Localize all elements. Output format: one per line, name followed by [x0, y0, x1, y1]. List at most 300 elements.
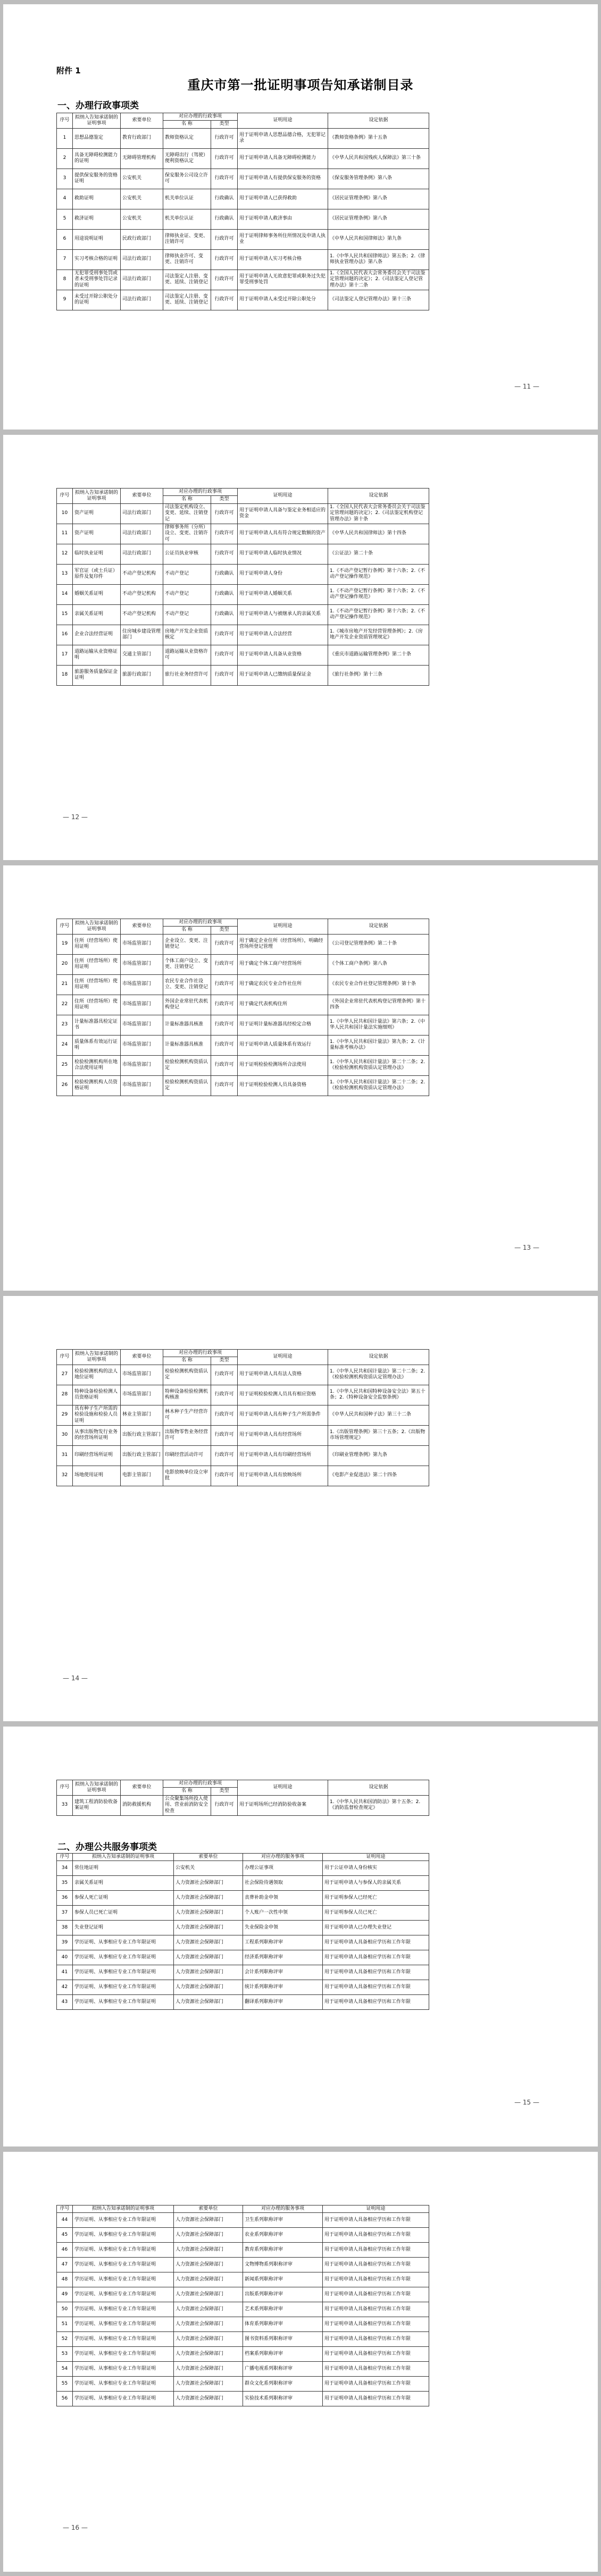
cell-use: 用于证明申请人具备相应学历和工作年限: [323, 2258, 429, 2272]
table-row: [57, 1876, 429, 1891]
cell-type: 行政许可: [211, 1466, 238, 1486]
cell-name: 学历证明、从事相应专业工作年限证明: [73, 1995, 174, 2010]
cell-item: 企业设立、变更、注销登记: [163, 934, 211, 954]
cell-seq: 20: [57, 954, 73, 974]
cell-dept: 司法行政部门: [121, 290, 163, 310]
cell-item: 经济系列职称评审: [243, 1950, 323, 1965]
header-name: 拟纳入告知承诺制的证明事项: [73, 489, 121, 504]
cell-item: 出版物零售业务经营许可: [163, 1425, 211, 1445]
cell-use: 用于证明申请人具备相应学历和工作年限: [323, 1935, 429, 1950]
cell-use: 用于证明检验检测人员具备资格: [238, 1075, 328, 1096]
table-header-row: [57, 1350, 429, 1357]
cell-name: 用途说明证明: [73, 229, 121, 249]
cell-seq: 36: [57, 1891, 73, 1906]
table-row: [57, 1950, 429, 1965]
table-row: [57, 229, 429, 249]
header-basis: 设定依据: [328, 919, 429, 935]
cell-dept: 司法行政部门: [121, 249, 163, 270]
cell-dept: 人力资源社会保障部门: [174, 1935, 243, 1950]
cell-name: 学历证明、从事相应专业工作年限证明: [73, 2392, 174, 2406]
cell-type: 行政确认: [211, 189, 238, 209]
admin-items-table-page-1: [56, 113, 429, 310]
cell-dept: 人力资源社会保障部门: [174, 2272, 243, 2287]
header-seq: 序号: [57, 919, 73, 935]
header-dept: 索要单位: [174, 2205, 243, 2213]
cell-use: 用于证明场所已经消防验收备案: [238, 1795, 328, 1815]
header-item-name: 名 称: [163, 121, 211, 128]
cell-type: 行政许可: [211, 1035, 238, 1055]
table-row: [57, 665, 429, 685]
cell-dept: 人力资源社会保障部门: [174, 1950, 243, 1965]
cell-name: 救助证明: [73, 189, 121, 209]
cell-basis: 《中华人民共和国律师法》第九条: [328, 229, 429, 249]
cell-type: 行政许可: [211, 1075, 238, 1096]
cell-name: 学历证明、从事相应专业工作年限证明: [73, 2213, 174, 2228]
cell-dept: 不动产登记机构: [121, 584, 163, 604]
cell-name: 学历证明、从事相应专业工作年限证明: [73, 2302, 174, 2317]
table-row: [57, 954, 429, 974]
table-row: [57, 564, 429, 584]
cell-type: 行政许可: [211, 1015, 238, 1035]
cell-use: 用于证明申请人无故意犯罪或职务过失犯罪受刑事处罚: [238, 270, 328, 290]
document-page-5: [3, 1727, 598, 2146]
cell-basis: 《教师资格条例》第十五条: [328, 128, 429, 148]
cell-name: 具备无障碍检测能力的证明: [73, 148, 121, 169]
cell-basis: 《居民证管理条例》第八条: [328, 189, 429, 209]
cell-use: 用于证明申请人具备相应学历和工作年限: [323, 1980, 429, 1995]
cell-item: 林木种子生产经营许可: [163, 1405, 211, 1425]
cell-item: 律师事务所（分所）设立、变更、注销许可: [163, 524, 211, 544]
cell-item: 检验检测机构资质认定: [163, 1075, 211, 1096]
table-row: [57, 290, 429, 310]
page-number: — 16 —: [63, 2524, 88, 2531]
cell-seq: 39: [57, 1935, 73, 1950]
table-row: [57, 2302, 429, 2317]
cell-item: 教育系列职称评审: [243, 2243, 323, 2258]
cell-name: 思想品德鉴定: [73, 128, 121, 148]
cell-seq: 46: [57, 2243, 73, 2258]
cell-seq: 45: [57, 2228, 73, 2243]
cell-name: 学历证明、从事相应专业工作年限证明: [73, 1935, 174, 1950]
cell-name: 学历证明、从事相应专业工作年限证明: [73, 2287, 174, 2302]
cell-item: 司法鉴定人注册、变更、延续、注销登记: [163, 270, 211, 290]
cell-seq: 12: [57, 544, 73, 564]
cell-item: 群众文化系列职称评审: [243, 2377, 323, 2392]
cell-item: 会计系列职称评审: [243, 1965, 323, 1980]
cell-dept: 市场监管部门: [121, 974, 163, 995]
cell-type: 行政许可: [211, 974, 238, 995]
cell-dept: 司法行政部门: [121, 503, 163, 524]
cell-name: 参保人员已死亡证明: [73, 1906, 174, 1921]
cell-name: 建筑工程消防验收备案证明: [73, 1795, 121, 1815]
annex-label: 附件 1: [56, 66, 81, 75]
cell-name: 质量体系有效运行证明: [73, 1035, 121, 1055]
cell-use: 用于确定代表机构住所: [238, 995, 328, 1015]
cell-basis: 1.《不动产登记暂行条例》第十六条；2.《不动产登记操作规范》: [328, 564, 429, 584]
table-row: [57, 1995, 429, 2010]
cell-basis: 《保安服务管理条例》第八条: [328, 169, 429, 189]
cell-use: 用于证明申请人具备相应学历和工作年限: [323, 2287, 429, 2302]
cell-name: 住所（经营场所）使用证明: [73, 974, 121, 995]
header-dept: 索要单位: [174, 1854, 243, 1861]
table-row: [57, 584, 429, 604]
cell-seq: 33: [57, 1795, 73, 1815]
cell-seq: 51: [57, 2317, 73, 2332]
table-header-row: [57, 113, 429, 121]
cell-dept: 民政行政部门: [121, 229, 163, 249]
header-seq: 序号: [57, 1780, 73, 1796]
cell-item: 公证员执业审核: [163, 544, 211, 564]
cell-basis: 1.《中华人民共和国特种设备安全法》第五十条；2.《特种设备安全监察条例》: [328, 1385, 429, 1405]
cell-use: 用于证明申请人具备与鉴定业务相适应的资金: [238, 503, 328, 524]
cell-type: 行政许可: [211, 1425, 238, 1445]
header-item-name: 名 称: [163, 496, 211, 503]
header-item-type: 类型: [211, 927, 238, 934]
cell-use: 用于证明申请人有提供保安服务的资格: [238, 169, 328, 189]
cell-use: 用于确定农民专业合作社住所: [238, 974, 328, 995]
cell-type: 行政许可: [211, 645, 238, 665]
cell-dept: 人力资源社会保障部门: [174, 1906, 243, 1921]
cell-name: 住所（经营场所）使用证明: [73, 934, 121, 954]
table-row: [57, 2347, 429, 2362]
header-item-type: 类型: [211, 496, 238, 503]
table-header-row: [57, 919, 429, 927]
cell-seq: 43: [57, 1995, 73, 2010]
cell-seq: 6: [57, 229, 73, 249]
cell-name: 失业登记证明: [73, 1921, 174, 1935]
cell-use: 用于确定企业住所（经营场所），明确经营场所登记管理: [238, 934, 328, 954]
table-header-row: [57, 1780, 429, 1788]
cell-use: 用于证明申请人具有法人资格: [238, 1365, 328, 1385]
table-row: [57, 1935, 429, 1950]
cell-name: 临时执业证明: [73, 544, 121, 564]
cell-name: 学历证明、从事相应专业工作年限证明: [73, 2347, 174, 2362]
cell-basis: 1.《不动产登记暂行条例》第十六条；2.《不动产登记操作规范》: [328, 584, 429, 604]
cell-item: 不动产登记: [163, 604, 211, 625]
document-title: 重庆市第一批证明事项告知承诺制目录: [187, 77, 414, 92]
cell-seq: 31: [57, 1445, 73, 1466]
document-page-6: [3, 2152, 598, 2572]
header-name: 拟纳入告知承诺制的证明事项: [73, 1350, 121, 1365]
cell-dept: 公安机关: [121, 209, 163, 229]
cell-item: 律师执业证、变更、注销许可: [163, 229, 211, 249]
cell-item: 不动产登记: [163, 564, 211, 584]
table-row: [57, 524, 429, 544]
cell-dept: 市场监管部门: [121, 934, 163, 954]
table-row: [57, 209, 429, 229]
cell-name: 学历证明、从事相应专业工作年限证明: [73, 1950, 174, 1965]
cell-item: 艺术系列职称评审: [243, 2302, 323, 2317]
cell-seq: 40: [57, 1950, 73, 1965]
cell-use: 用于证明申请人具备无障碍检测能力: [238, 148, 328, 169]
cell-name: 检验检测机构人员资格证明: [73, 1075, 121, 1096]
cell-dept: 司法行政部门: [121, 544, 163, 564]
cell-seq: 47: [57, 2258, 73, 2272]
cell-seq: 19: [57, 934, 73, 954]
table-row: [57, 1906, 429, 1921]
header-seq: 序号: [57, 1854, 73, 1861]
cell-use: 用于证明参保人已经死亡: [323, 1891, 429, 1906]
cell-basis: 《旅行社条例》第十三条: [328, 665, 429, 685]
cell-dept: 市场监管部门: [121, 954, 163, 974]
cell-basis: 《中华人民共和国律师法》第十四条: [328, 524, 429, 544]
cell-dept: 人力资源社会保障部门: [174, 1965, 243, 1980]
table-row: [57, 604, 429, 625]
admin-items-table-page-3: [56, 919, 429, 1096]
cell-name: 实习考核合格的证明: [73, 249, 121, 270]
cell-dept: 市场监管部门: [121, 995, 163, 1015]
cell-use: 用于证明申请人具备相应学历和工作年限: [323, 2213, 429, 2228]
cell-use: 用于证明申请人具备相应学历和工作年限: [323, 1995, 429, 2010]
cell-item: 图书资料系列职称评审: [243, 2332, 323, 2347]
cell-basis: 1.《不动产登记暂行条例》第十六条；2.《不动产登记操作规范》: [328, 604, 429, 625]
cell-basis: 《外国企业常驻代表机构登记管理条例》第十四条: [328, 995, 429, 1015]
cell-seq: 11: [57, 524, 73, 544]
cell-seq: 25: [57, 1055, 73, 1075]
table-row: [57, 1365, 429, 1385]
table-row: [57, 128, 429, 148]
cell-basis: 《电影产业促进法》第二十四条: [328, 1466, 429, 1486]
header-use: 证明用途: [238, 489, 328, 504]
cell-item: 无障碍出行（驾驶）便利资格认定: [163, 148, 211, 169]
cell-seq: 32: [57, 1466, 73, 1486]
cell-basis: 《农民专业合作社登记管理条例》第十条: [328, 974, 429, 995]
cell-use: 用于证明申请人临时执业情况: [238, 544, 328, 564]
cell-item: 机关单位认证: [163, 189, 211, 209]
cell-use: 用于证明参保人员已死亡: [323, 1906, 429, 1921]
cell-name: 学历证明、从事相应专业工作年限证明: [73, 2243, 174, 2258]
cell-type: 行政许可: [211, 503, 238, 524]
header-name: 拟纳入告知承诺制的证明事项: [73, 1780, 121, 1796]
cell-item: 农民专业合作社设立、变更、注销登记: [163, 974, 211, 995]
cell-use: 用于证明申请人具备相应学历和工作年限: [323, 2377, 429, 2392]
cell-type: 行政许可: [211, 1385, 238, 1405]
header-item-group: 对应办理的行政事项: [163, 489, 238, 496]
table-row: [57, 1425, 429, 1445]
table-row: [57, 1980, 429, 1995]
cell-seq: 1: [57, 128, 73, 148]
cell-basis: 《司法鉴定人登记管理办法》第十三条: [328, 290, 429, 310]
table-row: [57, 2317, 429, 2332]
cell-use: 用于证明申请人具备从业资格: [238, 645, 328, 665]
header-name: 拟纳入告知承诺制的证明事项: [73, 113, 121, 129]
cell-basis: 1.《城市房地产开发经营管理条例》；2.《房地产开发企业资质管理规定》: [328, 625, 429, 645]
document-page-3: [3, 865, 598, 1291]
cell-use: 用于证明申请人具备相应学历和工作年限: [323, 2243, 429, 2258]
cell-seq: 48: [57, 2272, 73, 2287]
cell-type: 行政许可: [211, 995, 238, 1015]
cell-type: 行政许可: [211, 229, 238, 249]
cell-basis: 1.《全国人民代表大会常务委员会关于司法鉴定管理问题的决定》；2.《司法鉴定机构登记管理办法》第十条: [328, 503, 429, 524]
cell-seq: 34: [57, 1861, 73, 1876]
cell-type: 行政许可: [211, 544, 238, 564]
table-header-row: [57, 1854, 429, 1861]
cell-dept: 市场监管部门: [121, 1015, 163, 1035]
cell-dept: 人力资源社会保障部门: [174, 2243, 243, 2258]
table-row: [57, 2332, 429, 2347]
table-row: [57, 974, 429, 995]
cell-dept: 人力资源社会保障部门: [174, 2362, 243, 2377]
header-item-type: 类型: [211, 1357, 238, 1365]
cell-name: 亲属关系证明: [73, 604, 121, 625]
cell-name: 住所（经营场所）使用证明: [73, 995, 121, 1015]
cell-dept: 公安机关: [174, 1861, 243, 1876]
header-item-group: 对应办理的行政事项: [163, 919, 238, 927]
cell-use: 用于证明申请人与参保人的亲属关系: [323, 1876, 429, 1891]
cell-item: 失业保险金申领: [243, 1921, 323, 1935]
cell-seq: 27: [57, 1365, 73, 1385]
cell-basis: 《印刷业管理条例》第九条: [328, 1445, 429, 1466]
page-number: — 14 —: [63, 1674, 88, 1682]
cell-basis: 1.《中华人民共和国计量法》第二十二条；2.《检验检测机构资质认定管理办法》: [328, 1055, 429, 1075]
cell-basis: 1.《中华人民共和国计量法》第六条；2.《中华人民共和国计量法实施细则》: [328, 1015, 429, 1035]
table-row: [57, 189, 429, 209]
cell-item: 实验技术系列职称评审: [243, 2392, 323, 2406]
cell-dept: 人力资源社会保障部门: [174, 2347, 243, 2362]
cell-seq: 16: [57, 625, 73, 645]
table-row: [57, 1921, 429, 1935]
table-row: [57, 1075, 429, 1096]
table-row: [57, 1405, 429, 1425]
cell-type: 行政许可: [211, 1795, 238, 1815]
cell-dept: 人力资源社会保障部门: [174, 2213, 243, 2228]
cell-name: 特种设备检验检测人员资格证明: [73, 1385, 121, 1405]
cell-dept: 人力资源社会保障部门: [174, 1980, 243, 1995]
table-row: [57, 1861, 429, 1876]
table-row: [57, 2272, 429, 2287]
cell-dept: 人力资源社会保障部门: [174, 1995, 243, 2010]
cell-name: 学历证明、从事相应专业工作年限证明: [73, 2377, 174, 2392]
header-name: 拟纳入告知承诺制的证明事项: [73, 1854, 174, 1861]
cell-seq: 30: [57, 1425, 73, 1445]
cell-name: 提供保安服务的资格证明: [73, 169, 121, 189]
cell-seq: 56: [57, 2392, 73, 2406]
cell-seq: 15: [57, 604, 73, 625]
table-row: [57, 544, 429, 564]
cell-dept: 林业主管部门: [121, 1405, 163, 1425]
cell-name: 无犯罪受刑事处罚或者未受刑事处罚记录的证明: [73, 270, 121, 290]
cell-type: 行政许可: [211, 665, 238, 685]
header-seq: 序号: [57, 113, 73, 129]
table-row: [57, 270, 429, 290]
cell-name: 救济证明: [73, 209, 121, 229]
cell-seq: 41: [57, 1965, 73, 1980]
cell-type: 行政许可: [211, 954, 238, 974]
cell-use: 用于确定个体工商户经营场所: [238, 954, 328, 974]
cell-use: 用于证明申请人已办理失业登记: [323, 1921, 429, 1935]
cell-item: 印刷经营活动许可: [163, 1445, 211, 1466]
cell-basis: 1.《中华人民共和国计量法》第九条；2.《计量标准考核办法》: [328, 1035, 429, 1055]
cell-basis: 《重庆市道路运输管理条例》第二十条: [328, 645, 429, 665]
header-item-type: 类型: [211, 121, 238, 128]
cell-name: 印刷经营场所证明: [73, 1445, 121, 1466]
cell-use: 用于证明申请人合法经营: [238, 625, 328, 645]
cell-name: 学历证明、从事相应专业工作年限证明: [73, 1965, 174, 1980]
cell-item: 计量标准器具核准: [163, 1035, 211, 1055]
cell-item: 办理公证事项: [243, 1861, 323, 1876]
cell-name: 婚姻关系证明: [73, 584, 121, 604]
cell-seq: 23: [57, 1015, 73, 1035]
cell-use: 用于证明申请人具备相应学历和工作年限: [323, 2317, 429, 2332]
cell-use: 用于证明申请人婚姻关系: [238, 584, 328, 604]
table-row: [57, 503, 429, 524]
cell-basis: 1.《全国人民代表大会常务委员会关于司法鉴定管理问题的决定》；2.《司法鉴定人登记管理办法》第十二条: [328, 270, 429, 290]
cell-dept: 市场监管部门: [121, 1035, 163, 1055]
table-row: [57, 169, 429, 189]
cell-type: 行政许可: [211, 934, 238, 954]
table-row: [57, 2228, 429, 2243]
cell-use: 用于证明申请人具备相应学历和工作年限: [323, 2228, 429, 2243]
cell-use: 用于证明申请人具备相应学历和工作年限: [323, 1965, 429, 1980]
cell-use: 用于证明申请人身份: [238, 564, 328, 584]
cell-basis: 《公司登记管理条例》第二十条: [328, 934, 429, 954]
header-basis: 设定依据: [328, 113, 429, 129]
cell-seq: 55: [57, 2377, 73, 2392]
cell-dept: 人力资源社会保障部门: [174, 2287, 243, 2302]
cell-use: 用于证明申请人具备相应学历和工作年限: [323, 2392, 429, 2406]
table-row: [57, 249, 429, 270]
cell-item: 道路运输从业资格许可: [163, 645, 211, 665]
cell-dept: 司法行政部门: [121, 524, 163, 544]
header-dept: 索要单位: [121, 1780, 163, 1796]
document-page-1: [3, 4, 598, 430]
header-use: 证明用途: [238, 1350, 328, 1365]
cell-name: 道路运输从业资格证明: [73, 645, 121, 665]
cell-use: 用于证明申请人具备相应学历和工作年限: [323, 2362, 429, 2377]
cell-item: 电影放映单位设立审批: [163, 1466, 211, 1486]
cell-use: 用于证明申请人质量体系有效运行: [238, 1035, 328, 1055]
cell-dept: 人力资源社会保障部门: [174, 2228, 243, 2243]
cell-dept: 电影主管部门: [121, 1466, 163, 1486]
cell-name: 未受过开除公职处分的证明: [73, 290, 121, 310]
header-use: 证明用途: [323, 2205, 429, 2213]
cell-item: 外国企业常驻代表机构登记: [163, 995, 211, 1015]
cell-item: 新闻系列职称评审: [243, 2272, 323, 2287]
table-row: [57, 1795, 429, 1815]
page-number: — 15 —: [514, 2099, 539, 2106]
table-row: [57, 2392, 429, 2406]
cell-dept: 公安机关: [121, 189, 163, 209]
cell-seq: 53: [57, 2347, 73, 2362]
table-row: [57, 1965, 429, 1980]
cell-use: 用于公证申请人身份核实: [323, 1861, 429, 1876]
cell-item: 教师资格认定: [163, 128, 211, 148]
cell-name: 学历证明、从事相应专业工作年限证明: [73, 2332, 174, 2347]
cell-use: 用于证明申请人与被继承人的亲属关系: [238, 604, 328, 625]
cell-item: 体育系列职称评审: [243, 2317, 323, 2332]
cell-dept: 教育行政部门: [121, 128, 163, 148]
cell-name: 学历证明、从事相应专业工作年限证明: [73, 1980, 174, 1995]
section-title-service: 二、办理公共服务事项类: [57, 1842, 157, 1853]
cell-item: 翻译系列职称评审: [243, 1995, 323, 2010]
cell-name: 资产证明: [73, 503, 121, 524]
header-item: 对应办理的服务事项: [243, 2205, 323, 2213]
table-row: [57, 995, 429, 1015]
cell-seq: 5: [57, 209, 73, 229]
cell-name: 检验检测机构的法人地位证明: [73, 1365, 121, 1385]
cell-dept: 不动产登记机构: [121, 564, 163, 584]
cell-item: 广播电视系列职称评审: [243, 2362, 323, 2377]
cell-seq: 4: [57, 189, 73, 209]
header-item-name: 名 称: [163, 1357, 211, 1365]
cell-dept: 市场监管部门: [121, 1055, 163, 1075]
cell-item: 检验检测机构资质认定: [163, 1055, 211, 1075]
cell-name: 亲属关系证明: [73, 1876, 174, 1891]
header-dept: 索要单位: [121, 113, 163, 129]
cell-item: 旅行社业务经营许可: [163, 665, 211, 685]
cell-dept: 市场监管部门: [121, 1075, 163, 1096]
cell-type: 行政许可: [211, 128, 238, 148]
